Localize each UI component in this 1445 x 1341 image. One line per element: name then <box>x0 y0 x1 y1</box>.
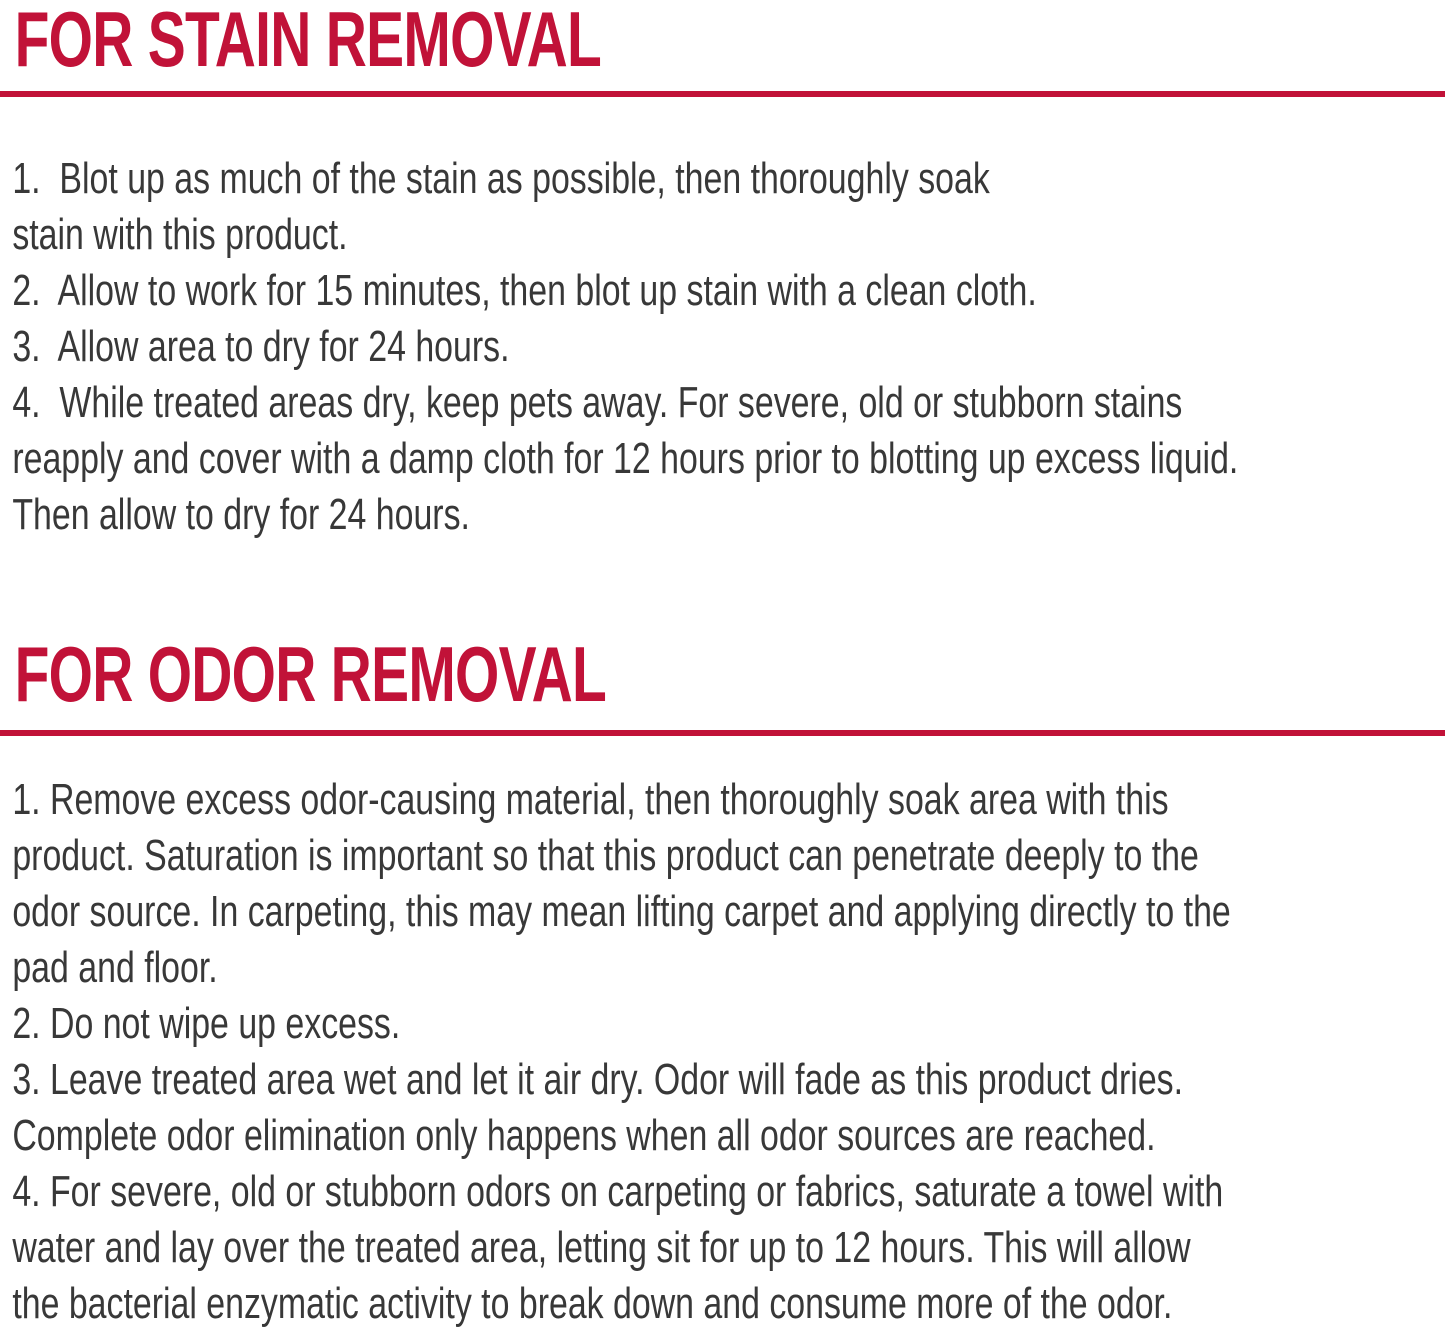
instruction-line: 3. Allow area to dry for 24 hours. <box>12 322 510 371</box>
odor-removal-heading: FOR ODOR REMOVAL <box>14 630 607 718</box>
instruction-line: Then allow to dry for 24 hours. <box>12 490 470 539</box>
instruction-line: 2. Allow to work for 15 minutes, then blot up stain with a clean cloth. <box>12 266 1037 315</box>
stain-removal-heading: FOR STAIN REMOVAL <box>14 0 602 83</box>
instruction-line: 3. Leave treated area wet and let it air dry. Odor will fade as this product dries. <box>12 1055 1184 1104</box>
instruction-line: product. Saturation is important so that this product can penetrate deeply to the <box>12 831 1199 880</box>
odor-removal-instructions <box>0 772 1445 1332</box>
instruction-line: 2. Do not wipe up excess. <box>12 999 401 1048</box>
instruction-line: water and lay over the treated area, letting sit for up to 12 hours. This will allow <box>12 1223 1191 1272</box>
instruction-line: the bacterial enzymatic activity to break down and consume more of the odor. <box>12 1279 1173 1328</box>
stain-section-divider <box>0 91 1445 97</box>
section-stain-removal <box>0 0 1445 543</box>
instruction-line: 1. Blot up as much of the stain as possible, then thoroughly soak <box>12 154 990 203</box>
instruction-line: odor source. In carpeting, this may mean lifting carpet and applying directly to the <box>12 887 1231 936</box>
instruction-line: stain with this product. <box>12 210 348 259</box>
stain-removal-instructions <box>0 151 1445 543</box>
instruction-line: reapply and cover with a damp cloth for 12 hours prior to blotting up excess liquid. <box>12 434 1239 483</box>
instruction-line: 1. Remove excess odor-causing material, then thoroughly soak area with this <box>12 775 1169 824</box>
instruction-line: pad and floor. <box>12 943 218 992</box>
instruction-line: 4. While treated areas dry, keep pets away. For severe, old or stubborn stains <box>12 378 1183 427</box>
instruction-line: Complete odor elimination only happens when all odor sources are reached. <box>12 1111 1156 1160</box>
instruction-line: 4. For severe, old or stubborn odors on carpeting or fabrics, saturate a towel with <box>12 1167 1224 1216</box>
odor-section-divider <box>0 730 1445 736</box>
section-odor-removal <box>0 630 1445 1332</box>
